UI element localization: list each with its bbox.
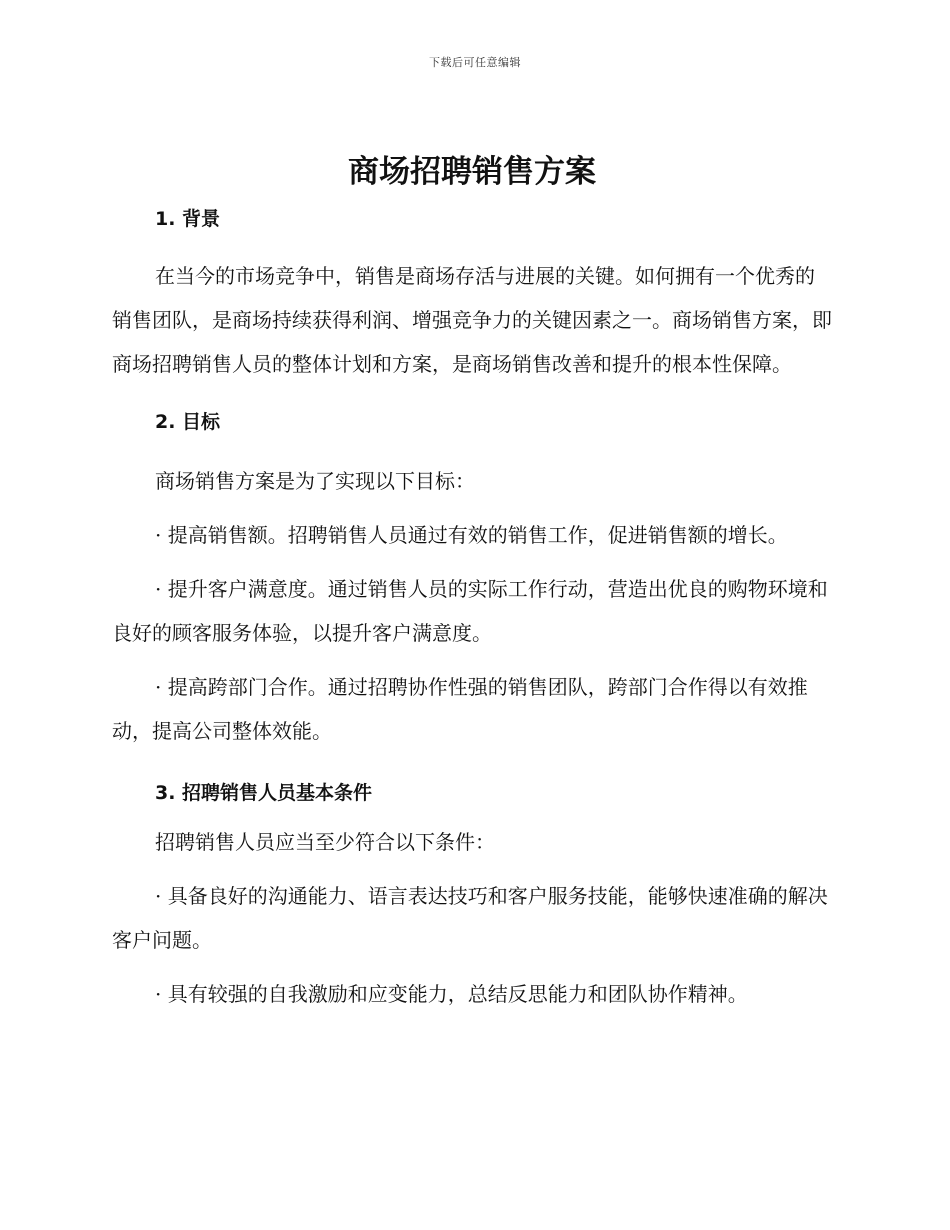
requirements-intro: 招聘销售人员应当至少符合以下条件： [155,830,495,854]
goal-item-sales: · 提高销售额。招聘销售人员通过有效的销售工作，促进销售额的增长。 [155,523,788,547]
section-heading-requirements: 3. 招聘销售人员基本条件 [155,782,373,804]
goals-intro: 商场销售方案是为了实现以下目标： [155,469,475,493]
goal-item-collaboration: · 提高跨部门合作。通过招聘协作性强的销售团队，跨部门合作得以有效推动，提高公司整体效能。 [112,675,808,743]
section-heading-background: 1. 背景 [155,208,221,230]
goal-item-satisfaction: · 提升客户满意度。通过销售人员的实际工作行动，营造出优良的购物环境和良好的顾客服务体验，以提升客户满意度。 [112,577,828,645]
page-header-note: 下载后可任意编辑 [429,56,521,69]
background-paragraph: 在当今的市场竞争中，销售是商场存活与进展的关键。如何拥有一个优秀的销售团队，是商场持续获得利润、增强竞争力的关键因素之一。商场销售方案，即商场招聘销售人员的整体计划和方案，是商场销售改善和提升的根本性保障。 [112,264,832,376]
document-title: 商场招聘销售方案 [348,154,596,190]
requirement-item-motivation: · 具有较强的自我激励和应变能力，总结反思能力和团队协作精神。 [155,982,748,1006]
section-heading-goals: 2. 目标 [155,411,221,433]
document-body [112,148,832,1016]
requirement-item-communication: · 具备良好的沟通能力、语言表达技巧和客户服务技能，能够快速准确的解决客户问题。 [112,884,828,952]
